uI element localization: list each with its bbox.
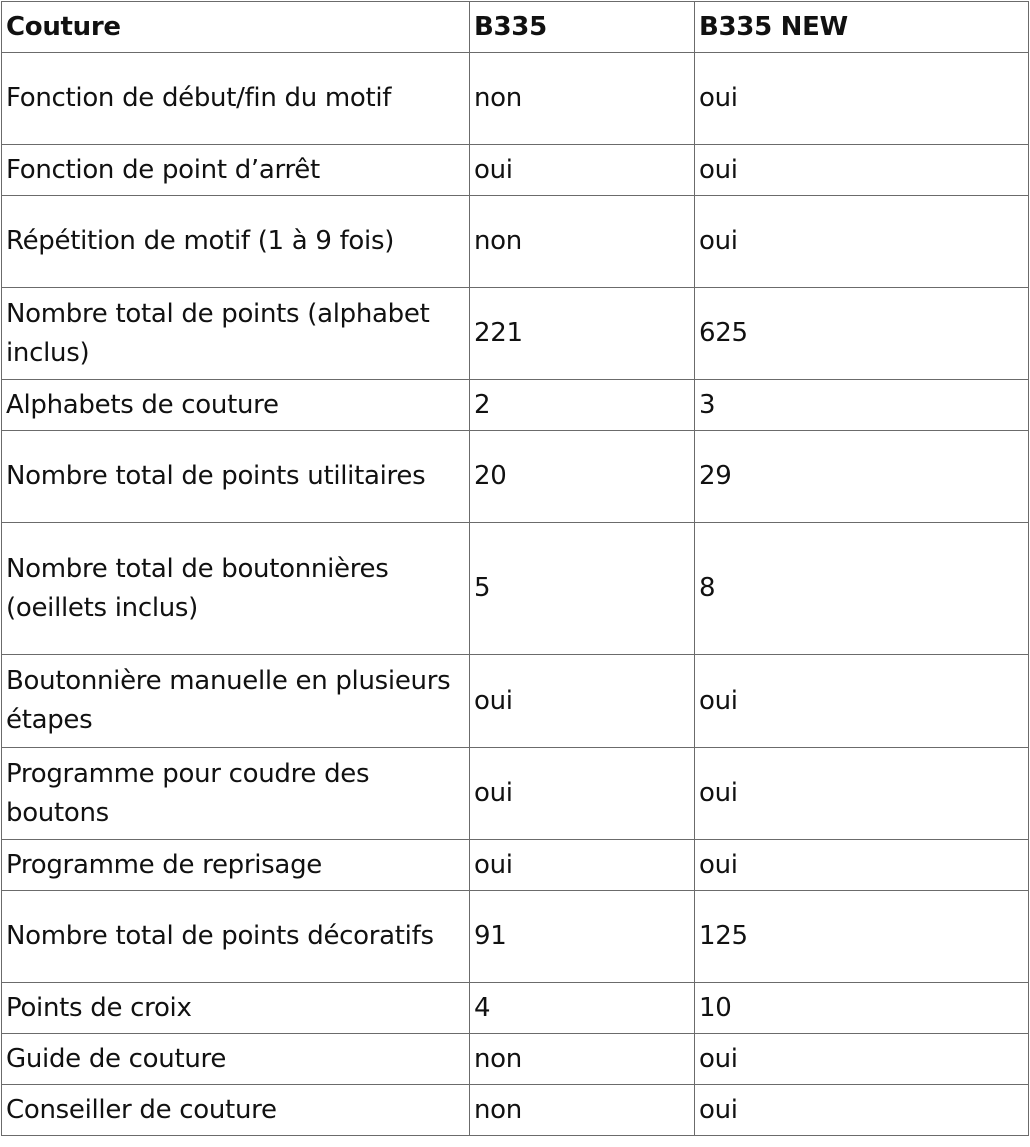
header-row [2,2,1029,53]
b335-cell: non [470,196,695,288]
b335-cell: oui [470,145,695,196]
feature-cell: Nombre total de boutonnières (oeillets inclus) [2,523,470,655]
feature-cell: Points de croix [2,983,470,1034]
b335-new-cell: oui [695,1034,1029,1085]
b335-cell: 20 [470,431,695,523]
feature-cell: Guide de couture [2,1034,470,1085]
comparison-table [1,1,1029,1136]
feature-cell: Fonction de point d’arrêt [2,145,470,196]
table-row [2,983,1029,1034]
feature-cell: Boutonnière manuelle en plusieurs étapes [2,655,470,748]
b335-new-cell: 8 [695,523,1029,655]
table-row [2,288,1029,380]
feature-cell: Nombre total de points utilitaires [2,431,470,523]
b335-cell: non [470,1034,695,1085]
feature-cell: Fonction de début/fin du motif [2,53,470,145]
b335-new-cell: oui [695,53,1029,145]
feature-cell: Alphabets de couture [2,380,470,431]
b335-new-cell: oui [695,748,1029,840]
header-b335-new: B335 NEW [695,2,1029,53]
header-feature: Couture [2,2,470,53]
b335-new-cell: oui [695,196,1029,288]
b335-new-cell: 625 [695,288,1029,380]
feature-cell: Nombre total de points décoratifs [2,891,470,983]
b335-cell: non [470,1085,695,1136]
table-row [2,145,1029,196]
table-row [2,840,1029,891]
b335-new-cell: 10 [695,983,1029,1034]
b335-cell: oui [470,748,695,840]
b335-cell: 221 [470,288,695,380]
table-row [2,196,1029,288]
feature-cell: Répétition de motif (1 à 9 fois) [2,196,470,288]
b335-cell: non [470,53,695,145]
feature-cell: Programme de reprisage [2,840,470,891]
table-row [2,53,1029,145]
feature-cell: Programme pour coudre des boutons [2,748,470,840]
b335-new-cell: 29 [695,431,1029,523]
table-row [2,655,1029,748]
feature-cell: Nombre total de points (alphabet inclus) [2,288,470,380]
feature-cell: Conseiller de couture [2,1085,470,1136]
b335-cell: 4 [470,983,695,1034]
b335-new-cell: 3 [695,380,1029,431]
table-row [2,1085,1029,1136]
b335-cell: 5 [470,523,695,655]
table-row [2,523,1029,655]
b335-cell: 2 [470,380,695,431]
table-row [2,380,1029,431]
b335-new-cell: oui [695,145,1029,196]
header-b335: B335 [470,2,695,53]
b335-cell: oui [470,840,695,891]
b335-new-cell: oui [695,1085,1029,1136]
table-row [2,431,1029,523]
b335-new-cell: oui [695,840,1029,891]
b335-cell: 91 [470,891,695,983]
b335-new-cell: oui [695,655,1029,748]
b335-new-cell: 125 [695,891,1029,983]
table-row [2,748,1029,840]
table-row [2,1034,1029,1085]
table-row [2,891,1029,983]
b335-cell: oui [470,655,695,748]
